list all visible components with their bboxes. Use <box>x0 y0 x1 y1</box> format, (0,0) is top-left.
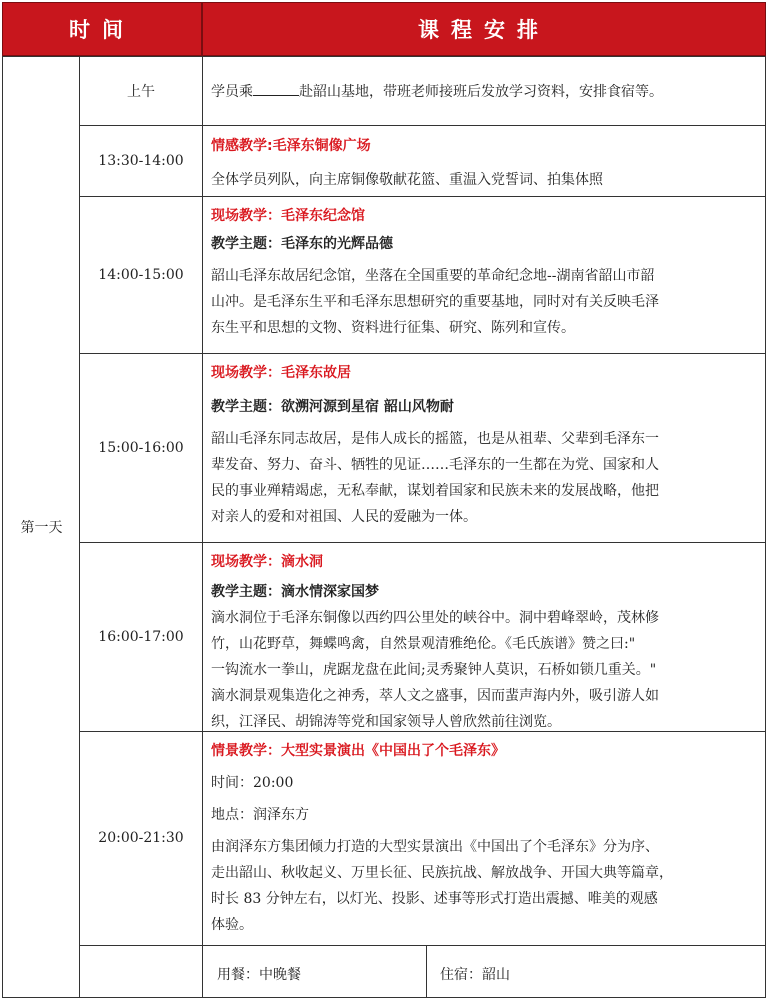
time-cell: 13:30-14:00 <box>98 152 184 169</box>
session-title: 现场教学：毛泽东故居 <box>211 365 351 381</box>
time-cell: 15:00-16:00 <box>98 439 184 456</box>
arrival-text-post: 赴韶山基地，带班老师接班后发放学习资料，安排食宿等。 <box>299 84 663 100</box>
show-time: 时间：20:00 <box>211 775 294 791</box>
transport-blank <box>253 81 299 96</box>
col-divider-time <box>202 57 203 997</box>
session-title: 现场教学：滴水洞 <box>211 554 323 570</box>
col-divider-footer <box>426 945 427 997</box>
time-cell: 14:00-15:00 <box>98 266 184 283</box>
row-content-dishui-cave <box>211 549 761 735</box>
day-label: 第一天 <box>20 520 63 536</box>
session-desc-line: 民的事业殚精竭虑，无私奉献，谋划着国家和民族未来的发展战略，他把 <box>211 483 659 499</box>
session-desc-line: 韶山毛泽东故居纪念馆，坐落在全国重要的革命纪念地--湖南省韶山市韶 <box>211 268 655 284</box>
session-desc-line: 由润泽东方集团倾力打造的大型实景演出《中国出了个毛泽东》分为序、 <box>211 839 659 855</box>
session-theme: 教学主题：欲溯河源到星宿 韶山风物耐 <box>211 399 454 415</box>
session-desc-line: 山冲。是毛泽东生平和毛泽东思想研究的重要基地，同时对有关反映毛泽 <box>211 294 659 310</box>
lodging-info: 住宿：韶山 <box>440 967 510 983</box>
session-desc-line: 织，江泽民、胡锦涛等党和国家领导人曾欣然前往浏览。 <box>211 714 561 730</box>
session-desc-line: 竹，山花野草，舞蝶鸣禽，自然景观清雅绝伦。《毛氏族谱》赞之曰:" <box>211 636 636 652</box>
session-title: 情感教学:毛泽东铜像广场 <box>211 138 371 154</box>
row-content-arrival <box>211 79 761 105</box>
session-theme: 教学主题：毛泽东的光辉品德 <box>211 236 393 252</box>
session-desc: 全体学员列队，向主席铜像敬献花篮、重温入党誓词、拍集体照 <box>211 172 603 188</box>
session-theme: 教学主题：滴水情深家国梦 <box>211 584 379 600</box>
time-cell: 16:00-17:00 <box>98 628 184 645</box>
header-time: 时间 <box>2 2 202 56</box>
row-content-statue <box>211 133 761 193</box>
row-content-live-show <box>211 738 761 938</box>
session-title: 情景教学：大型实景演出《中国出了个毛泽东》 <box>211 743 505 759</box>
session-desc-line: 时长 83 分钟左右，以灯光、投影、述事等形式打造出震撼、唯美的观感 <box>211 891 658 907</box>
header-course: 课程安排 <box>202 2 766 56</box>
schedule-table <box>2 56 766 998</box>
row-divider <box>79 945 765 946</box>
session-desc-line: 一钩流水一拳山，虎踞龙盘在此间;灵秀聚钟人莫识，石桥如锁几重关。" <box>211 662 657 678</box>
row-content-memorial <box>211 203 761 341</box>
session-desc-line: 东生平和思想的文物、资料进行征集、研究、陈列和宣传。 <box>211 320 575 336</box>
schedule-sheet <box>2 2 766 998</box>
session-desc-line: 辈发奋、努力、奋斗、牺牲的见证……毛泽东的一生都在为党、国家和人 <box>211 457 659 473</box>
session-title: 现场教学：毛泽东纪念馆 <box>211 208 365 224</box>
session-desc-line: 滴水洞位于毛泽东铜像以西约四公里处的峡谷中。洞中碧峰翠岭，茂林修 <box>211 610 659 626</box>
session-desc-line: 体验。 <box>211 917 253 933</box>
session-desc-line: 韶山毛泽东同志故居，是伟人成长的摇篮，也是从祖辈、父辈到毛泽东一 <box>211 431 659 447</box>
show-location: 地点：润泽东方 <box>211 807 309 823</box>
session-desc-line: 走出韶山、秋收起义、万里长征、民族抗战、解放战争、开国大典等篇章， <box>211 865 673 881</box>
arrival-text-pre: 学员乘 <box>211 84 253 100</box>
session-desc-line: 对亲人的爱和对祖国、人民的爱融为一体。 <box>211 509 477 525</box>
session-desc-line: 滴水洞景观集造化之神秀，萃人文之盛事，因而蜚声海内外，吸引游人如 <box>211 688 659 704</box>
row-content-residence <box>211 360 761 530</box>
time-cell: 20:00-21:30 <box>98 830 184 846</box>
time-cell: 上午 <box>127 84 155 100</box>
meal-info: 用餐：中晚餐 <box>217 967 301 983</box>
